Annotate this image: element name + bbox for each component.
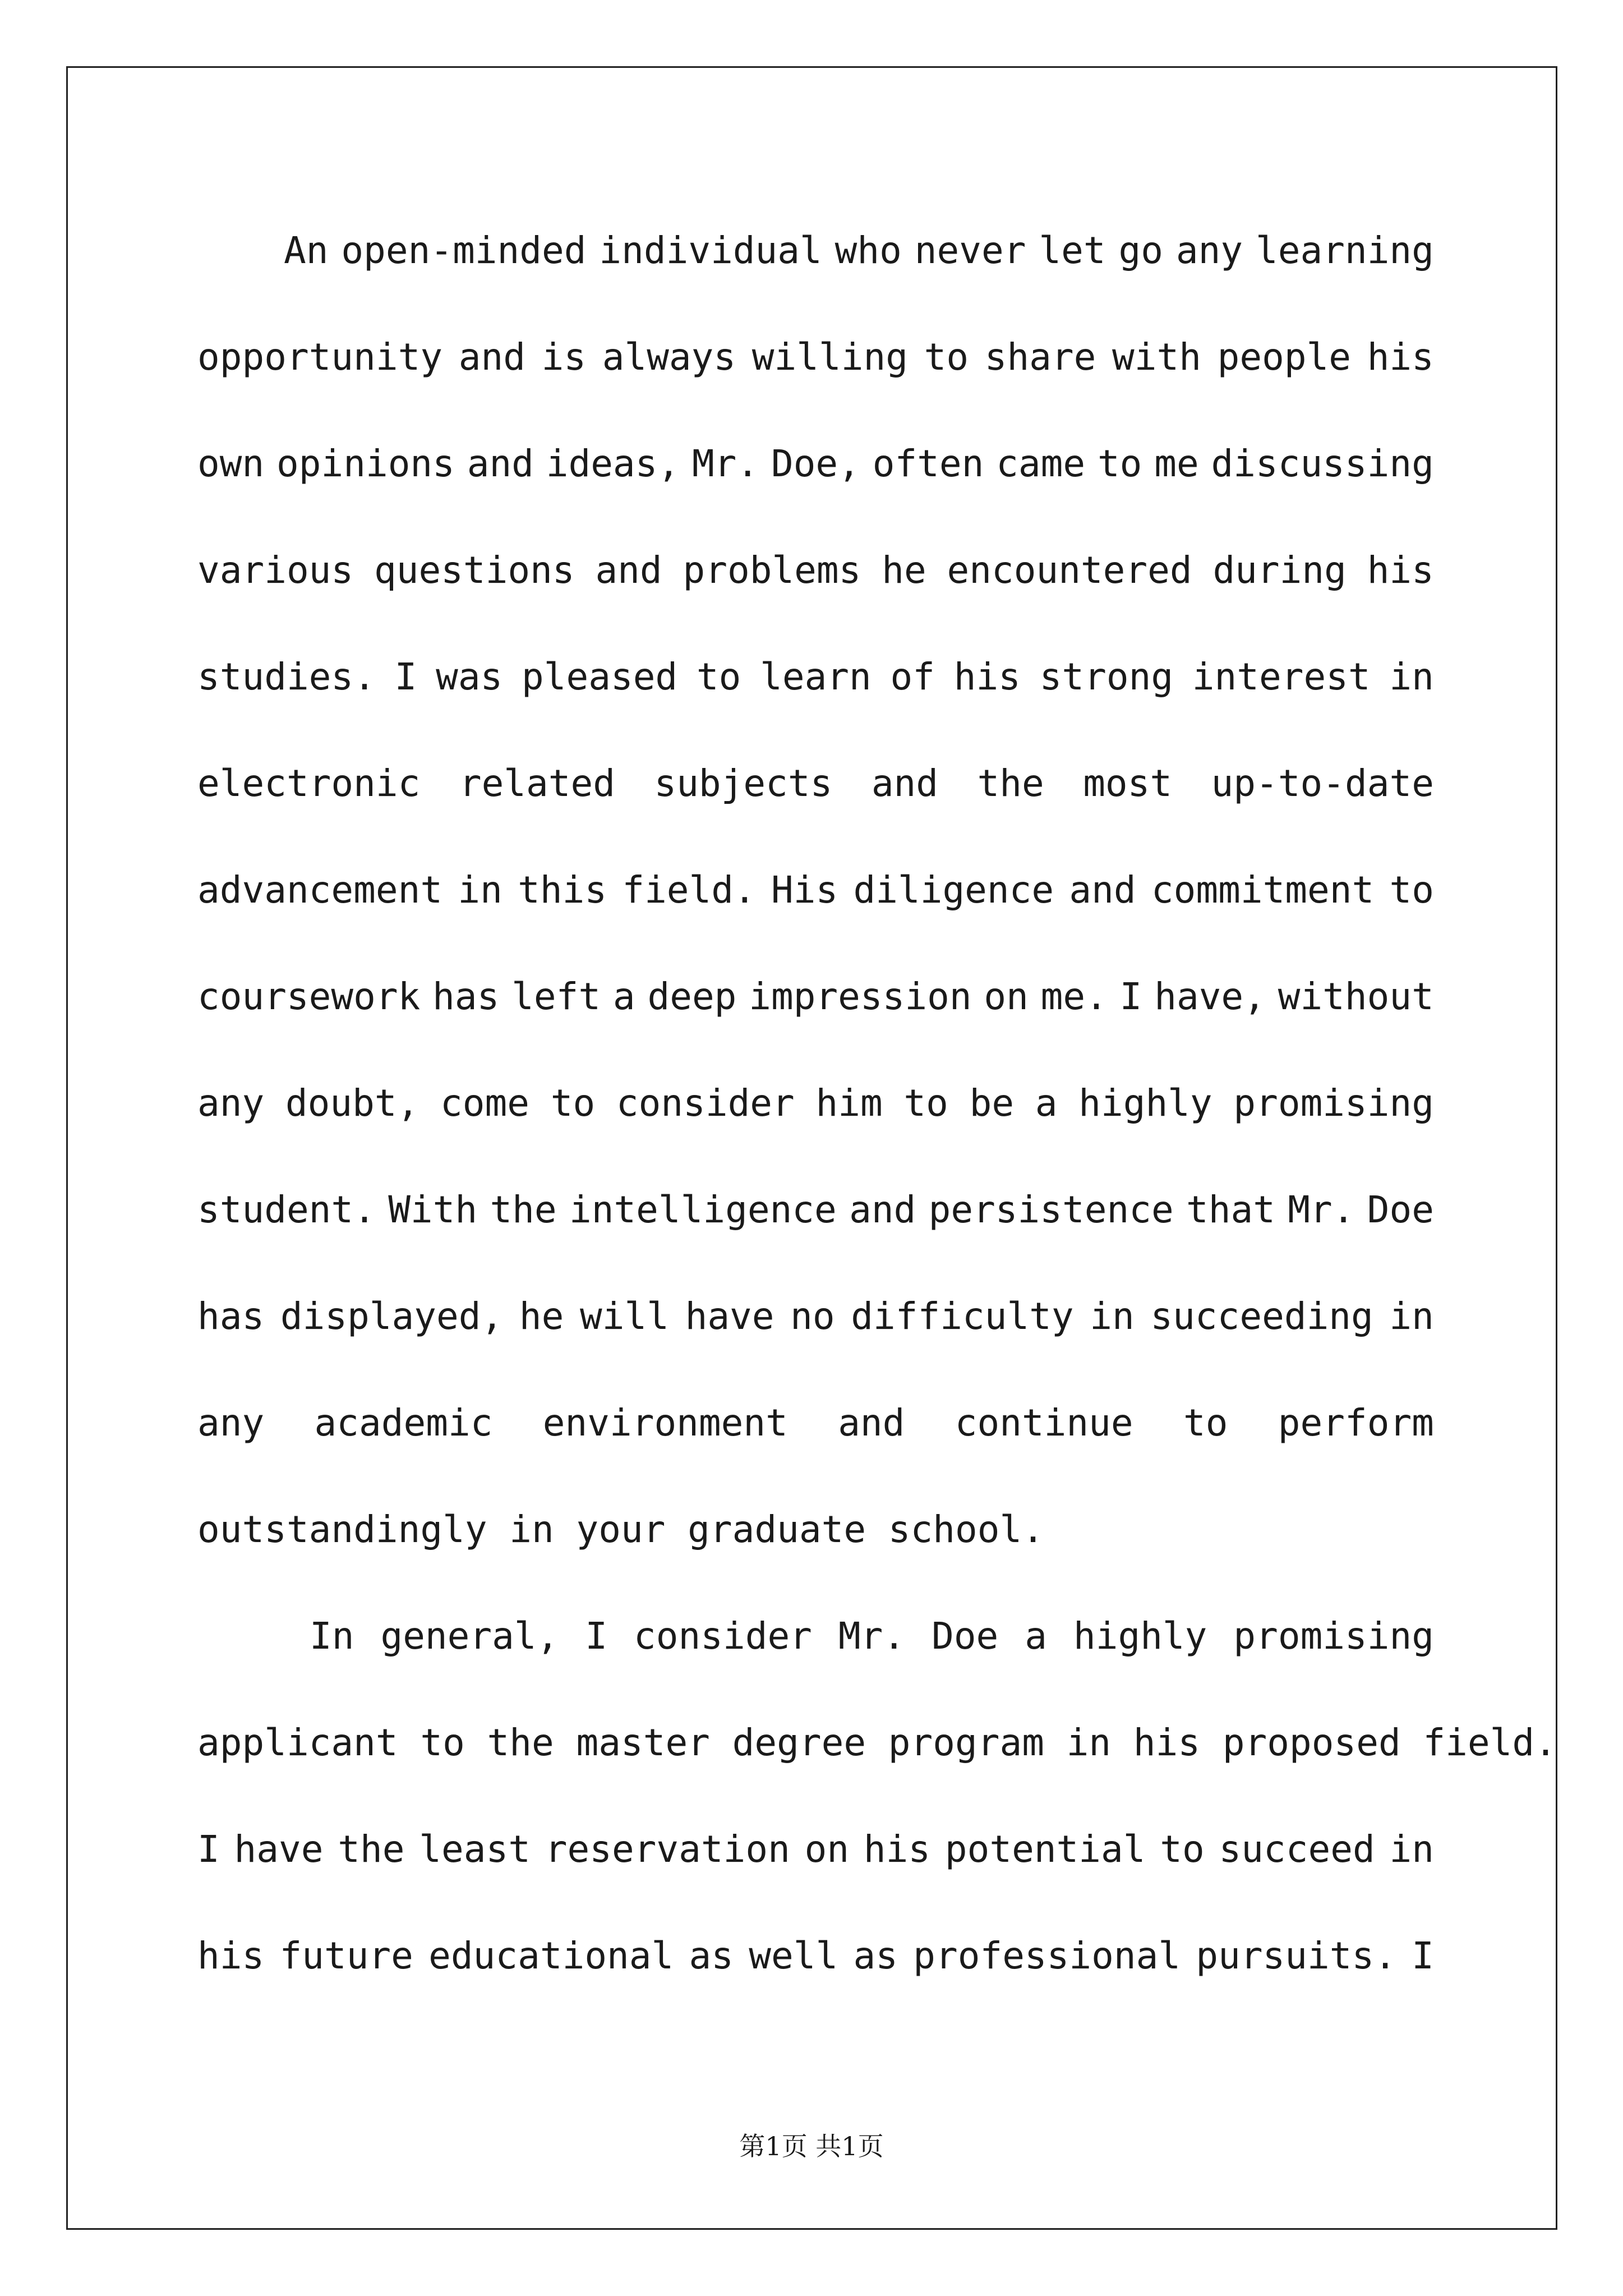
word: I (394, 655, 417, 698)
word: and (838, 1401, 905, 1444)
text-line (197, 411, 1434, 517)
word: his (197, 1934, 265, 1977)
word: opinions (276, 442, 455, 485)
word: left (511, 975, 601, 1018)
word: who (834, 229, 902, 272)
word: succeeding (1150, 1295, 1373, 1338)
word: promising (1233, 1614, 1434, 1658)
word: without (1278, 975, 1434, 1018)
word: have (685, 1295, 774, 1338)
word: displayed, (280, 1295, 504, 1338)
word: learning (1256, 229, 1434, 272)
paragraph-1 (197, 197, 1434, 1583)
word: I (1119, 975, 1142, 1018)
text-line (197, 1583, 1434, 1690)
word: learn (760, 655, 872, 698)
word: the (338, 1828, 405, 1871)
word: to (1389, 868, 1434, 912)
word: was (436, 655, 503, 698)
word: continue (955, 1401, 1133, 1444)
word: most (1083, 762, 1173, 805)
word: the (490, 1188, 557, 1231)
text-line (197, 624, 1434, 730)
word: him (815, 1082, 883, 1125)
word: have, (1154, 975, 1266, 1018)
text-line (197, 1370, 1434, 1476)
word: has (197, 1295, 265, 1338)
word: difficulty (851, 1295, 1074, 1338)
word: during (1212, 549, 1347, 592)
word: on (804, 1828, 850, 1871)
page-number: 第1页 共1页 (739, 2131, 884, 2161)
text-line (197, 1263, 1434, 1370)
word: he (882, 549, 926, 592)
word: and (849, 1188, 916, 1231)
page-footer (0, 2126, 1623, 2163)
word: always (602, 335, 736, 379)
word: questions (374, 549, 575, 592)
word: to (550, 1082, 596, 1125)
word: diligence (853, 868, 1054, 912)
word: professional (913, 1934, 1181, 1977)
word: and (458, 335, 525, 379)
word: any (1175, 229, 1243, 272)
word: with (1112, 335, 1201, 379)
word: Doe, (771, 442, 860, 485)
word: as (853, 1934, 898, 1977)
word: highly (1073, 1614, 1207, 1658)
word: me (1154, 442, 1199, 485)
word: encountered (947, 549, 1192, 592)
word: any (197, 1082, 265, 1125)
word: Mr. (691, 442, 759, 485)
word: open-minded (341, 229, 587, 272)
word: in (1389, 1828, 1434, 1871)
word: doubt, (285, 1082, 419, 1125)
word: to (696, 655, 741, 698)
word: has (432, 975, 500, 1018)
word: I (585, 1614, 608, 1658)
text-line (197, 1050, 1434, 1157)
word: have (234, 1828, 324, 1871)
word: his (1367, 549, 1434, 592)
word: as (689, 1934, 734, 1977)
word: Mr. (1288, 1188, 1355, 1231)
word: to (903, 1082, 948, 1125)
word: pleased (522, 655, 678, 698)
word: pursuits. (1196, 1934, 1396, 1977)
word: any (197, 1401, 265, 1444)
text-line (197, 730, 1434, 837)
word: various (197, 549, 354, 592)
word: potential (944, 1828, 1146, 1871)
word: own (197, 442, 265, 485)
word: a (1025, 1614, 1048, 1658)
word: in (1090, 1295, 1135, 1338)
word: advancement (197, 868, 443, 912)
word: With (388, 1188, 478, 1231)
word: to (924, 335, 969, 379)
word: field. (622, 868, 756, 912)
word: and (467, 442, 534, 485)
text-line (197, 837, 1434, 944)
paragraph-2 (197, 1583, 1557, 2009)
word: no (790, 1295, 835, 1338)
word: let (1039, 229, 1106, 272)
word: and (1069, 868, 1136, 912)
word: studies. (197, 655, 376, 698)
word: is (541, 335, 587, 379)
word: came (996, 442, 1086, 485)
text-line (197, 944, 1434, 1050)
word: discussing (1211, 442, 1434, 485)
word: interest (1192, 655, 1371, 698)
word: come (440, 1082, 529, 1125)
word: deep (647, 975, 737, 1018)
word: in (458, 868, 502, 912)
word: be (969, 1082, 1015, 1125)
word: on (984, 975, 1029, 1018)
word: his (863, 1828, 931, 1871)
text-line (197, 1796, 1434, 1903)
word: consider (634, 1614, 812, 1658)
word: well (749, 1934, 838, 1977)
word: commitment (1151, 868, 1375, 912)
word: will (579, 1295, 669, 1338)
word: promising (1233, 1082, 1434, 1125)
word: willing (751, 335, 908, 379)
word: he (519, 1295, 564, 1338)
word: Mr. (838, 1614, 906, 1658)
word: academic (314, 1401, 493, 1444)
word: of (890, 655, 935, 698)
word: up-to-date (1211, 762, 1434, 805)
word: general, (380, 1614, 559, 1658)
word: subjects (654, 762, 833, 805)
word: strong (1039, 655, 1174, 698)
word: persistence (928, 1188, 1174, 1231)
word: people (1217, 335, 1352, 379)
word: in (1389, 1295, 1434, 1338)
word: and (871, 762, 939, 805)
word: succeed (1219, 1828, 1375, 1871)
word: me. (1040, 975, 1108, 1018)
word: to (1160, 1828, 1205, 1871)
word: in (1389, 655, 1434, 698)
text-line (197, 197, 1434, 304)
text-line (197, 304, 1434, 411)
word: ideas, (546, 442, 680, 485)
word: the (977, 762, 1044, 805)
text-line (197, 517, 1434, 624)
word: consider (616, 1082, 795, 1125)
word: that (1186, 1188, 1275, 1231)
word: educational (428, 1934, 674, 1977)
word: a (612, 975, 635, 1018)
word: highly (1078, 1082, 1212, 1125)
word: often (872, 442, 984, 485)
word: opportunity (197, 335, 443, 379)
word: electronic (197, 762, 421, 805)
word: An (284, 229, 329, 272)
word: environment (542, 1401, 788, 1444)
word: least (419, 1828, 531, 1871)
word: coursework (197, 975, 421, 1018)
word: In (310, 1614, 354, 1658)
word: to (1097, 442, 1142, 485)
text-line (197, 1157, 1434, 1263)
text-line: outstandingly in your graduate school. (197, 1508, 1044, 1551)
word: reservation (545, 1828, 790, 1871)
word: never (914, 229, 1026, 272)
word: to (1183, 1401, 1228, 1444)
word: individual (599, 229, 822, 272)
word: perform (1278, 1401, 1434, 1444)
word: I (197, 1828, 220, 1871)
word: related (459, 762, 615, 805)
word: Doe (1367, 1188, 1434, 1231)
word: his (953, 655, 1021, 698)
word: his (1367, 335, 1434, 379)
text-line (197, 1903, 1434, 2009)
word: and (595, 549, 662, 592)
word: share (984, 335, 1096, 379)
word: student. (197, 1188, 376, 1231)
word: go (1118, 229, 1163, 272)
word: problems (683, 549, 861, 592)
document-body (197, 197, 1557, 2009)
word: intelligence (569, 1188, 837, 1231)
word: future (279, 1934, 413, 1977)
word: a (1035, 1082, 1058, 1125)
word: impression (749, 975, 972, 1018)
word: His (771, 868, 838, 912)
word: this (518, 868, 607, 912)
word: Doe (932, 1614, 999, 1658)
text-line: applicant to the master degree program in his proposed field. (197, 1721, 1557, 1764)
word: I (1412, 1934, 1434, 1977)
